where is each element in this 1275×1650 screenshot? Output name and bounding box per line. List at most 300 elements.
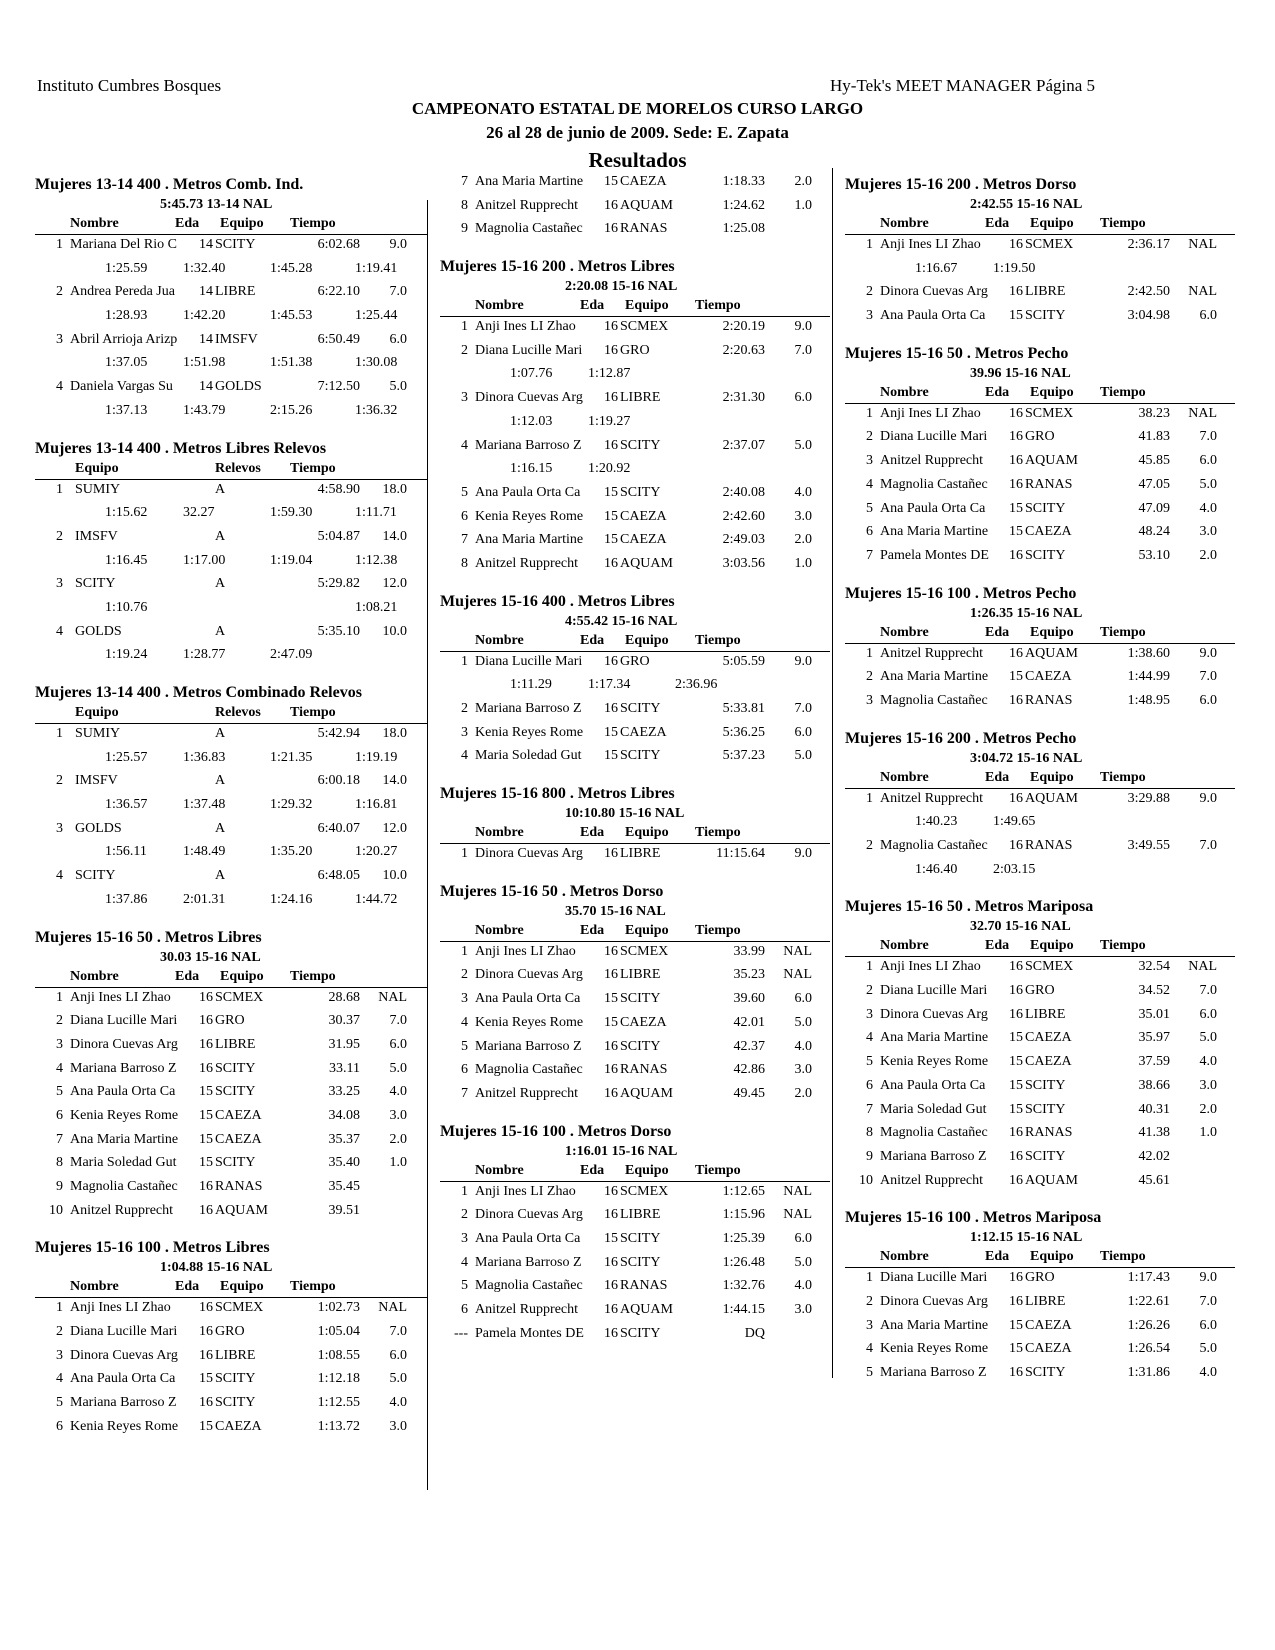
final-time: 1:05.04 (317, 1324, 360, 1340)
final-time: 35.40 (328, 1155, 360, 1171)
header-team: Equipo (220, 216, 264, 231)
header-time: Tiempo (290, 705, 336, 720)
place: 1 (461, 319, 468, 335)
header-team: Equipo (75, 460, 119, 476)
team-code: SCITY (215, 1084, 256, 1100)
final-time: 6:48.05 (317, 868, 360, 884)
event-record: 39.96 15-16 NAL (970, 365, 1071, 381)
place: 6 (461, 1062, 468, 1078)
event-block (440, 257, 830, 578)
place: 4 (461, 1254, 468, 1270)
swimmer-name: Pamela Montes DE (475, 1325, 584, 1341)
age: 16 (1009, 429, 1023, 445)
event-record: 3:04.72 15-16 NAL (970, 750, 1083, 766)
swimmer-name: Dinora Cuevas Arg (475, 967, 583, 983)
swimmer-name: Diana Lucille Mari (880, 983, 988, 999)
points: 3.0 (794, 1302, 812, 1317)
age: 16 (199, 1013, 213, 1029)
split-time: 1:42.20 (183, 308, 226, 324)
split-time: 1:17.00 (183, 552, 226, 568)
column-headers (35, 1277, 427, 1298)
column-headers (845, 214, 1235, 235)
swimmer-name: Kenia Reyes Rome (880, 1054, 989, 1070)
final-time: 5:29.82 (317, 576, 360, 592)
swimmer-name: Anji Ines LI Zhao (475, 319, 576, 335)
team-name: IMSFV (75, 528, 118, 544)
result-row (440, 317, 830, 341)
split-time: 1:19.27 (588, 413, 631, 429)
points: 7.0 (794, 342, 812, 358)
age: 15 (604, 174, 618, 189)
place: 3 (461, 991, 468, 1007)
place: 3 (56, 820, 63, 836)
result-row (845, 981, 1235, 1005)
swimmer-name: Dinora Cuevas Arg (880, 284, 988, 300)
age: 15 (1009, 1101, 1023, 1117)
points: 3.0 (794, 508, 812, 524)
final-time: DQ (744, 1325, 765, 1341)
split-time: 1:25.57 (105, 749, 148, 765)
header-team: Equipo (1030, 769, 1074, 785)
age: 15 (1009, 1077, 1023, 1093)
final-time: 1:25.39 (722, 1230, 765, 1246)
split-time: 2:15.26 (270, 402, 313, 418)
header-team: Equipo (1030, 938, 1074, 954)
points: 5.0 (1199, 476, 1217, 492)
points: 2.0 (1199, 1101, 1217, 1117)
place: 4 (866, 476, 873, 492)
header-age: Eda (580, 298, 605, 314)
split-time: 1:37.13 (105, 402, 148, 418)
points: 9.0 (1199, 645, 1217, 661)
final-time: 6:02.68 (317, 237, 360, 252)
results-heading: Resultados (588, 148, 687, 172)
final-time: 2:20.63 (722, 342, 765, 358)
result-row (35, 1201, 427, 1225)
points: NAL (783, 967, 812, 983)
team-code: GOLDS (215, 379, 262, 395)
split-time: 1:19.24 (105, 647, 148, 663)
age: 16 (604, 1325, 618, 1341)
header-name: Nombre (70, 968, 119, 984)
split-time: 1:49.65 (993, 814, 1036, 830)
points: 3.0 (1199, 1077, 1217, 1093)
team-code: AQUAM (1025, 453, 1078, 469)
final-time: 1:26.26 (1127, 1317, 1170, 1333)
result-row (845, 1100, 1235, 1124)
swimmer-name: Mariana Barroso Z (70, 1060, 177, 1076)
age: 16 (604, 1207, 618, 1223)
points: 6.0 (794, 991, 812, 1007)
age: 16 (1009, 1172, 1023, 1188)
place: 7 (461, 1085, 468, 1101)
header-name: Nombre (880, 769, 929, 785)
age: 16 (1009, 453, 1023, 469)
split-time: 1:25.44 (355, 308, 398, 324)
points: 6.0 (389, 1036, 407, 1052)
final-time: 33.11 (329, 1060, 360, 1076)
split-times (35, 353, 427, 377)
results-column-1 (35, 175, 427, 1441)
points: 6.0 (1199, 453, 1217, 469)
points: 6.0 (794, 1230, 812, 1246)
place: 1 (461, 653, 468, 669)
team-code: RANAS (1025, 692, 1073, 708)
age: 16 (199, 1202, 213, 1218)
place: 4 (461, 748, 468, 764)
split-time: 1:12.38 (355, 552, 398, 568)
place: 2 (56, 528, 63, 544)
header-time: Tiempo (290, 1279, 336, 1295)
final-time: 2:49.03 (722, 532, 765, 548)
final-time: 1:12.65 (722, 1183, 765, 1199)
points: 6.0 (1199, 692, 1217, 708)
final-time: 30.37 (328, 1013, 360, 1029)
header-time: Tiempo (695, 1162, 741, 1178)
split-times (35, 645, 427, 669)
age: 16 (604, 221, 618, 237)
age: 15 (1009, 500, 1023, 516)
swimmer-name: Ana Paula Orta Ca (880, 308, 986, 324)
team-code: SCITY (1025, 547, 1066, 563)
team-code: CAEZA (620, 1014, 667, 1030)
event-record: 5:45.73 13-14 NAL (160, 197, 273, 212)
age: 15 (199, 1131, 213, 1147)
place: 3 (866, 692, 873, 708)
event-title: Mujeres 15-16 50 . Metros Dorso (440, 882, 664, 900)
age: 16 (199, 1060, 213, 1076)
swimmer-name: Andrea Pereda Jua (70, 284, 175, 300)
result-row (845, 451, 1235, 475)
header-name: Nombre (475, 825, 524, 841)
team-code: LIBRE (1025, 1293, 1066, 1309)
place: --- (454, 1325, 468, 1341)
split-time: 2:47.09 (270, 647, 313, 663)
final-time: 5:04.87 (317, 528, 360, 544)
team-name: GOLDS (75, 623, 122, 639)
swimmer-name: Mariana Barroso Z (475, 437, 582, 453)
result-row (35, 1177, 427, 1201)
split-times (35, 259, 427, 283)
points: 2.0 (1199, 547, 1217, 563)
team-code: SCITY (620, 1230, 661, 1246)
final-time: 53.10 (1138, 547, 1170, 563)
result-row (440, 341, 830, 365)
result-row (845, 546, 1235, 570)
age: 14 (199, 379, 213, 395)
team-code: AQUAM (1025, 645, 1078, 661)
team-code: RANAS (620, 221, 668, 237)
team-code: SCITY (1025, 1101, 1066, 1117)
age: 15 (604, 724, 618, 740)
swimmer-name: Anitzel Rupprecht (880, 1172, 984, 1188)
age: 14 (199, 284, 213, 300)
result-row (35, 1106, 427, 1130)
team-code: GRO (215, 1324, 245, 1340)
event-title: Mujeres 15-16 800 . Metros Libres (440, 785, 675, 803)
header-name: Nombre (880, 1249, 929, 1265)
age: 16 (199, 1036, 213, 1052)
team-name: SUMIY (75, 726, 121, 741)
split-time: 2:36.96 (675, 677, 718, 693)
split-time: 2:01.31 (183, 891, 226, 907)
place: 3 (866, 308, 873, 324)
team-code: SCITY (215, 1371, 256, 1387)
split-time: 1:32.40 (183, 260, 226, 276)
age: 16 (1009, 476, 1023, 492)
team-code: RANAS (1025, 1125, 1073, 1141)
split-times (35, 748, 427, 772)
place: 1 (866, 959, 873, 975)
results-column-2 (440, 172, 830, 1347)
header-software-page: Hy-Tek's MEET MANAGER Página 5 (830, 76, 1096, 95)
event-spacer (35, 1224, 427, 1238)
place: 2 (461, 967, 468, 983)
swimmer-name: Mariana Barroso Z (880, 1148, 987, 1164)
split-time: 1:30.08 (355, 355, 398, 371)
split-time: 1:36.57 (105, 797, 148, 813)
points: 5.0 (1199, 1341, 1217, 1357)
age: 16 (604, 342, 618, 358)
final-time: 41.38 (1138, 1125, 1170, 1141)
final-time: 31.95 (328, 1036, 360, 1052)
split-times (35, 306, 427, 330)
swimmer-name: Diana Lucille Mari (475, 653, 583, 669)
swimmer-name: Mariana Del Rio C (70, 237, 177, 252)
header-time: Tiempo (290, 216, 336, 231)
points: 10.0 (382, 868, 407, 884)
team-code: SCITY (215, 1395, 256, 1411)
points: NAL (378, 989, 407, 1005)
result-row (845, 282, 1235, 306)
team-code: GRO (1025, 429, 1055, 445)
result-row (845, 1123, 1235, 1147)
swimmer-name: Dinora Cuevas Arg (70, 1036, 178, 1052)
age: 16 (1009, 547, 1023, 563)
event-record: 1:12.15 15-16 NAL (970, 1230, 1083, 1246)
age: 16 (604, 197, 618, 213)
team-code: CAEZA (620, 532, 667, 548)
column-headers (440, 296, 830, 317)
event-spacer (35, 914, 427, 928)
event-block (35, 1238, 427, 1440)
result-row (440, 652, 830, 676)
split-time: 1:11.29 (510, 677, 552, 693)
event-spacer (845, 883, 1235, 897)
event-block (440, 882, 830, 1108)
split-time: 1:36.83 (183, 749, 226, 765)
header-institution: Instituto Cumbres Bosques (37, 76, 222, 95)
column-headers (845, 768, 1235, 789)
final-time: 45.85 (1138, 453, 1170, 469)
final-time: 5:33.81 (722, 701, 765, 716)
points: NAL (783, 1207, 812, 1223)
team-code: GRO (215, 1013, 245, 1029)
points: 6.0 (794, 390, 812, 406)
points: 4.0 (1199, 1054, 1217, 1070)
team-code: AQUAM (1025, 1172, 1078, 1188)
header-time: Tiempo (1100, 769, 1146, 785)
relay-letter: A (215, 773, 226, 789)
points: 5.0 (794, 748, 812, 764)
result-row (35, 1298, 427, 1322)
result-row (845, 667, 1235, 691)
age: 15 (604, 1014, 618, 1030)
points: 7.0 (1199, 1293, 1217, 1309)
age: 16 (604, 1038, 618, 1054)
team-code: GRO (620, 653, 650, 669)
age: 14 (199, 331, 213, 347)
team-code: SCMEX (620, 1183, 669, 1199)
result-row (845, 1292, 1235, 1316)
place: 7 (461, 532, 468, 548)
age: 15 (1009, 524, 1023, 540)
event-block (440, 172, 830, 243)
result-row (440, 172, 830, 196)
split-time: 1:46.40 (915, 861, 958, 877)
final-time: 5:36.25 (722, 724, 765, 740)
event-record: 30.03 15-16 NAL (160, 949, 261, 965)
final-time: 5:05.59 (722, 653, 765, 669)
split-time: 1:37.48 (183, 797, 226, 813)
place: 1 (56, 237, 63, 252)
split-times (440, 364, 830, 388)
split-time: 1:16.45 (105, 552, 148, 568)
split-time: 1:10.76 (105, 599, 148, 615)
final-time: 40.31 (1138, 1101, 1170, 1117)
header-name: Nombre (475, 922, 524, 938)
team-code: CAEZA (215, 1131, 262, 1147)
result-row (845, 1052, 1235, 1076)
split-time: 1:37.05 (105, 355, 148, 371)
age: 16 (1009, 1293, 1023, 1309)
place: 7 (461, 174, 468, 189)
swimmer-name: Dinora Cuevas Arg (475, 390, 583, 406)
points: 3.0 (1199, 524, 1217, 540)
result-row (845, 404, 1235, 428)
swimmer-name: Maria Soledad Gut (70, 1155, 177, 1171)
split-time: 1:07.76 (510, 366, 553, 382)
age: 16 (1009, 959, 1023, 975)
place: 7 (866, 1101, 873, 1117)
place: 5 (461, 1278, 468, 1294)
split-time: 1:36.32 (355, 402, 398, 418)
result-row (440, 388, 830, 412)
place: 3 (56, 576, 63, 592)
place: 4 (56, 1060, 63, 1076)
split-time: 1:51.38 (270, 355, 313, 371)
meet-title: CAMPEONATO ESTATAL DE MORELOS CURSO LARGO (411, 99, 864, 118)
place: 6 (461, 508, 468, 524)
event-title: Mujeres 15-16 400 . Metros Libres (440, 592, 675, 610)
result-row (440, 1205, 830, 1229)
header-team: Equipo (1030, 1249, 1074, 1265)
place: 2 (56, 1013, 63, 1029)
points: 6.0 (794, 724, 812, 740)
header-team: Equipo (220, 1279, 264, 1295)
team-code: SCITY (1025, 308, 1066, 324)
result-row (440, 219, 830, 243)
split-time: 1:19.19 (355, 749, 398, 765)
points: 9.0 (794, 653, 812, 669)
final-time: 1:38.60 (1127, 645, 1170, 661)
place: 9 (866, 1148, 873, 1164)
final-time: 6:00.18 (317, 773, 360, 789)
split-times (35, 401, 427, 425)
event-spacer (440, 578, 830, 592)
place: 1 (461, 943, 468, 959)
header-age: Eda (985, 938, 1010, 954)
event-record: 2:20.08 15-16 NAL (565, 279, 678, 295)
result-row (35, 1322, 427, 1346)
points: 5.0 (389, 1060, 407, 1076)
points: 4.0 (794, 1038, 812, 1054)
points: NAL (1188, 284, 1217, 300)
header-age: Eda (985, 384, 1010, 400)
team-code: CAEZA (1025, 669, 1072, 685)
points: 2.0 (389, 1131, 407, 1147)
event-title: Mujeres 13-14 400 . Metros Combinado Relevos (35, 684, 362, 701)
final-time: 39.60 (733, 991, 765, 1007)
column-headers (35, 703, 427, 724)
age: 16 (199, 1324, 213, 1340)
final-time: 1:31.86 (1127, 1365, 1170, 1380)
points: 4.0 (1199, 1365, 1217, 1380)
place: 8 (56, 1155, 63, 1171)
team-code: AQUAM (620, 1302, 673, 1317)
split-time: 1:19.41 (355, 260, 398, 276)
points: 9.0 (389, 237, 407, 252)
points: 4.0 (1199, 500, 1217, 516)
split-time: 1:11.71 (355, 505, 397, 521)
points: 1.0 (794, 197, 812, 213)
team-name: SUMIY (75, 481, 121, 497)
split-time: 32.27 (183, 505, 215, 521)
place: 1 (56, 726, 63, 741)
points: 3.0 (389, 1107, 407, 1123)
header-name: Nombre (880, 624, 929, 640)
result-row (440, 436, 830, 460)
final-time: 3:04.98 (1127, 308, 1170, 324)
swimmer-name: Magnolia Castañec (880, 838, 988, 853)
place: 5 (56, 1084, 63, 1100)
split-times (35, 551, 427, 575)
team-code: RANAS (215, 1179, 263, 1194)
place: 3 (866, 453, 873, 469)
points: 6.0 (1199, 1317, 1217, 1333)
points: 6.0 (1199, 1006, 1217, 1022)
split-times (35, 795, 427, 819)
team-code: SCMEX (620, 319, 669, 335)
result-row (845, 1005, 1235, 1029)
swimmer-name: Kenia Reyes Rome (475, 1014, 584, 1030)
team-code: SCITY (620, 748, 661, 764)
place: 4 (56, 379, 63, 395)
team-code: LIBRE (215, 1036, 256, 1052)
split-times (845, 259, 1235, 283)
place: 6 (461, 1302, 468, 1317)
split-time: 1:37.86 (105, 891, 148, 907)
relay-letter: A (215, 576, 226, 592)
final-time: 6:50.49 (317, 331, 360, 347)
header-team: Equipo (1030, 216, 1074, 231)
split-time: 1:24.16 (270, 891, 313, 907)
team-code: SCITY (1025, 1365, 1066, 1380)
points: 2.0 (794, 1085, 812, 1101)
final-time: 1:17.43 (1127, 1270, 1170, 1286)
split-time: 1:29.32 (270, 797, 313, 813)
points: 9.0 (1199, 790, 1217, 806)
